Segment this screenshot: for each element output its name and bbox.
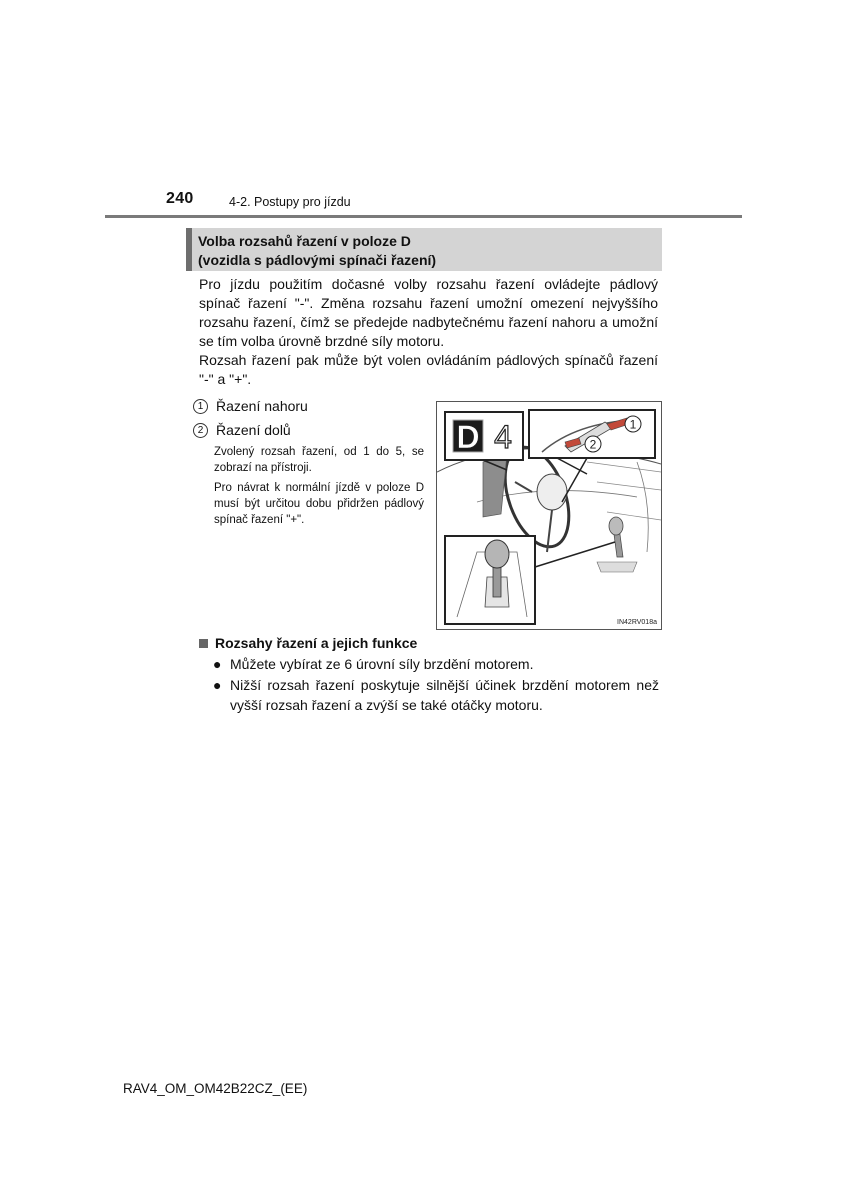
bullet-dot-icon: ●: [213, 656, 222, 672]
page-number: 240: [166, 190, 194, 207]
callout-2-icon: 2: [589, 437, 597, 452]
subsection-heading: [199, 635, 417, 651]
note-return-normal: Pro návrat k normální jízdě v poloze D musí být určitou dobu přidržen pádlový spínač řazení "+".: [214, 482, 424, 526]
item-label: Řazení dolů: [216, 422, 291, 438]
intro-text: [199, 275, 658, 389]
square-bullet-icon: [199, 639, 208, 648]
header-divider: [105, 215, 742, 218]
heading-line-2: (vozidla s pádlovými spínači řazení): [198, 252, 437, 268]
callout-1-icon: 1: [629, 417, 637, 432]
section-title: 4-2. Postupy pro jízdu: [229, 195, 351, 209]
intro-paragraph-1: Pro jízdu použitím dočasné volby rozsahu řazení ovládejte pádlový spínač řazení "-". Změna rozsahu řazení umožní omezení nejvyššího rozsahu řazení, čímž se předejde nadbytečnému řazení nahoru a umožní se tím volba úrovně brzdné síly motoru.: [199, 276, 658, 349]
intro-paragraph-2: Rozsah řazení pak může být volen ovládáním pádlových spínačů řazení "-" a "+".: [199, 352, 658, 387]
bullet-item: [213, 654, 659, 674]
item-label: Řazení nahoru: [216, 398, 308, 414]
display-number: 4: [494, 419, 512, 455]
subsection-title: Rozsahy řazení a jejich funkce: [215, 635, 418, 651]
number-2-icon: 2: [193, 423, 208, 438]
item-shift-up: [193, 397, 308, 415]
bullet-item: [213, 675, 659, 715]
display-letter: D: [456, 419, 480, 455]
topic-heading: [186, 228, 662, 271]
bullet-text: Můžete vybírat ze 6 úrovní síly brzdění motorem.: [230, 656, 534, 672]
bullet-dot-icon: ●: [213, 677, 222, 693]
item-shift-down: [193, 421, 291, 439]
paddle-shift-illustration: [436, 401, 662, 630]
heading-line-1: Volba rozsahů řazení v poloze D: [198, 233, 411, 249]
note-range-display: Zvolený rozsah řazení, od 1 do 5, se zobrazí na přístroji.: [214, 446, 424, 474]
footer-code: RAV4_OM_OM42B22CZ_(EE): [123, 1081, 308, 1096]
bullet-text: Nižší rozsah řazení poskytuje silnější účinek brzdění motorem než vyšší rozsah řazení a zvýší se také otáčky motoru.: [230, 677, 659, 713]
figure-code: IN42RV018a: [617, 619, 657, 626]
cockpit-drawing: [437, 402, 661, 629]
number-1-icon: 1: [193, 399, 208, 414]
